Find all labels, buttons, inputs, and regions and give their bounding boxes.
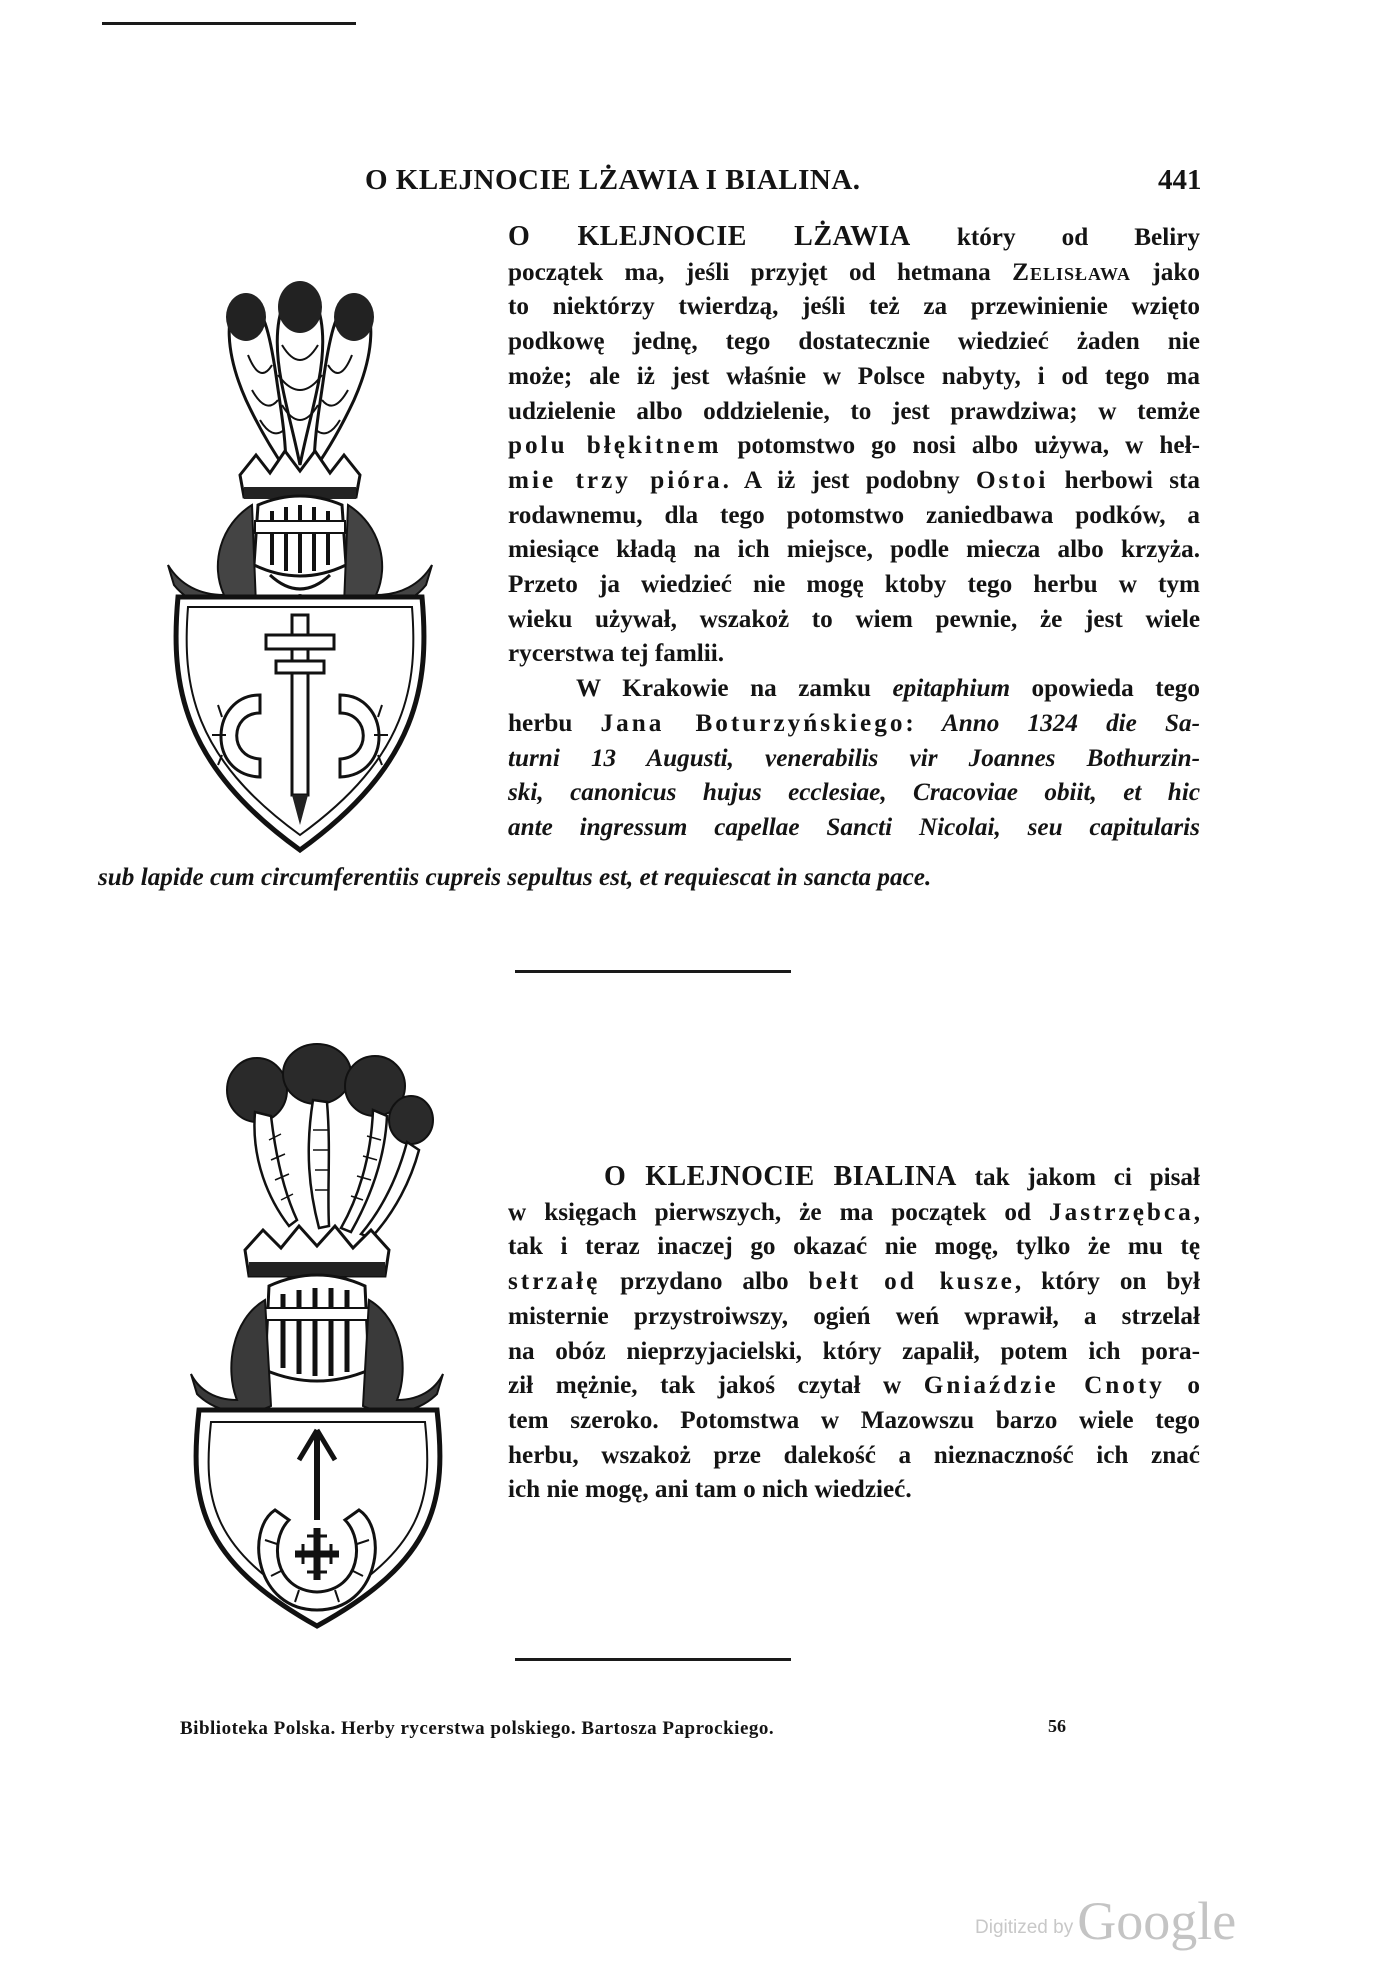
footer-sheet-number: 56 xyxy=(1048,1716,1066,1736)
text-line: turni 13 Augusti, venerabilis vir Joannes Bothurzin- xyxy=(508,744,1200,772)
section-heading-lzawa: O KLEJNOCIE LŻAWIA xyxy=(508,221,911,252)
coat-of-arms-lzawa-icon xyxy=(160,265,450,855)
footer-signature: Biblioteka Polska. Herby rycerstwa polskiego. Bartosza Paprockiego. xyxy=(180,1718,775,1739)
text-line: herbu Jana Boturzyńskiego: Anno 1324 die Sa- xyxy=(508,709,1200,737)
page-header-title: O KLEJNOCIE LŻAWIA I BIALINA. xyxy=(365,164,861,196)
text-line: wieku używał, wszakoż to wiem pewnie, że jest wiele xyxy=(508,605,1200,633)
section-lzawa-text xyxy=(508,220,1200,846)
text-line: może; ale iż jest właśnie w Polsce nabyty, i od tego ma xyxy=(508,362,1200,390)
text-line: ził mężnie, tak jakoś czytał w Gniaździe Cnoty o xyxy=(508,1372,1201,1400)
digitized-by-label: Digitized by xyxy=(975,1917,1074,1938)
text-line: strzałę przydano albo bełt od kusze, który on był xyxy=(508,1268,1201,1296)
text-line: miesiące kładą na ich miejsce, podle miecza albo krzyża. xyxy=(508,536,1200,564)
text-line: ski, canonicus hujus ecclesiae, Cracoviae obiit, et hic xyxy=(508,779,1200,807)
text-line: udzielenie albo oddzielenie, to jest prawdziwa; w temże xyxy=(508,397,1200,425)
text-line: Przeto ja wiedzieć nie mogę ktoby tego herbu w tym xyxy=(508,571,1200,599)
text-line: W Krakowie na zamku epitaphium opowieda tego xyxy=(576,675,1200,703)
text-line: na obóz nieprzyjacielski, który zapalił, potem ich pora- xyxy=(508,1337,1200,1365)
google-logo: Google xyxy=(1077,1891,1237,1951)
text-line: polu błękitnem potomstwo go nosi albo używa, w heł- xyxy=(508,432,1200,460)
coat-of-arms-bialina-icon xyxy=(185,1050,455,1630)
digitized-by-watermark xyxy=(975,1890,1236,1952)
text-line: O KLEJNOCIE BIALINA tak jakom ci pisał xyxy=(604,1161,1201,1192)
text-line: O KLEJNOCIE LŻAWIA który od Beliry xyxy=(508,221,1200,252)
text-line: herbu, wszakoż prze dalekość a nieznaczność ich znać xyxy=(508,1441,1200,1469)
text-line: ante ingressum capellae Sancti Nicolai, seu capitularis xyxy=(508,813,1200,841)
text-line: ich nie mogę, ani tam o nich wiedzieć. xyxy=(508,1476,912,1504)
text-line: misternie przystroiwszy, ogień weń wprawił, a strzelał xyxy=(508,1302,1200,1330)
text-line: rycerstwa tej famlii. xyxy=(508,640,725,668)
section-lzawa-last-line: sub lapide cum circumferentiis cupreis sepultus est, et requiescat in sancta pace. xyxy=(98,864,932,891)
top-left-rule xyxy=(102,22,356,25)
text-line: tem szeroko. Potomstwa w Mazowszu barzo wiele tego xyxy=(508,1406,1200,1434)
page-number: 441 xyxy=(1158,164,1202,196)
section-divider-bottom xyxy=(515,1658,791,1661)
text-line: rodawnemu, dla tego potomstwo zaniedbawa podków, a xyxy=(508,501,1200,529)
section-heading-bialina: O KLEJNOCIE BIALINA xyxy=(604,1161,957,1192)
text-line: początek ma, jeśli przyjęt od hetmana Zelisława jako xyxy=(508,258,1200,286)
section-bialina-text xyxy=(508,1160,1200,1508)
text-line: to niektórzy twierdzą, jeśli też za przewinienie wzięto xyxy=(508,293,1200,321)
text-line: podkowę jednę, tego dostatecznie wiedzieć żaden nie xyxy=(508,328,1200,356)
text-line: tak i teraz inaczej go okazać nie mogę, tylko że mu tę xyxy=(508,1233,1200,1261)
text-line: mie trzy pióra. A iż jest podobny Ostoi herbowi sta xyxy=(508,466,1200,494)
text-line: w księgach pierwszych, że ma początek od Jastrzębca, xyxy=(508,1198,1200,1226)
section-divider xyxy=(515,970,791,973)
